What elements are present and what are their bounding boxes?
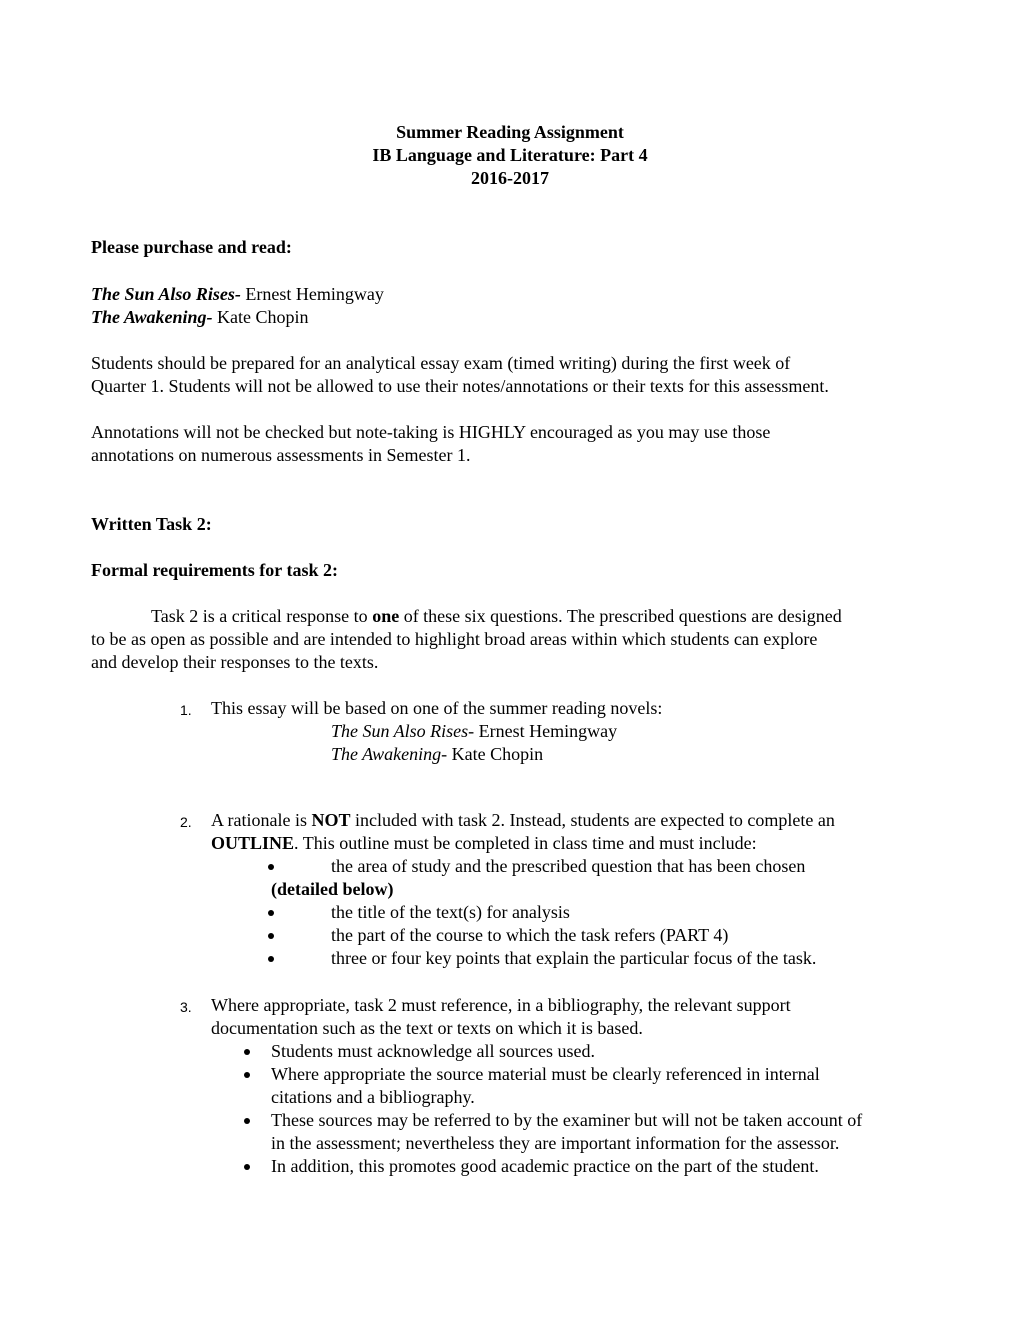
list-number: 2.	[180, 814, 192, 830]
purchase-heading: Please purchase and read:	[91, 237, 292, 257]
bullet-item: the part of the course to which the task refers (PART 4)	[331, 925, 729, 945]
list-item-text	[211, 809, 835, 832]
list-item-text-part: . This outline must be completed in class time and must include:	[294, 833, 757, 853]
bullet-icon	[268, 933, 274, 939]
exam-paragraph-line: Quarter 1. Students will not be allowed to use their notes/annotations or their texts for this assessment.	[91, 376, 829, 396]
task-paragraph-text: of these six questions. The prescribed questions are designed	[399, 606, 842, 626]
document-title: Summer Reading Assignment	[396, 122, 624, 142]
school-year: 2016-2017	[471, 168, 549, 188]
detailed-below-note: (detailed below)	[271, 879, 394, 899]
list-item-text: This essay will be based on one of the summer reading novels:	[211, 698, 663, 718]
task-paragraph-line	[151, 605, 842, 628]
book-title: The Sun Also Rises	[331, 721, 469, 741]
bullet-item: Where appropriate the source material must be clearly referenced in internal	[271, 1064, 820, 1084]
book-author: - Ernest Hemingway	[468, 721, 618, 741]
list-item-text: Where appropriate, task 2 must reference, in a bibliography, the relevant support	[211, 995, 791, 1015]
bullet-item: In addition, this promotes good academic practice on the part of the student.	[271, 1156, 819, 1176]
bullet-icon	[244, 1164, 250, 1170]
task-paragraph-text: Task 2 is a critical response to	[151, 606, 373, 626]
requirements-heading: Formal requirements for task 2:	[91, 560, 338, 580]
course-title: IB Language and Literature: Part 4	[372, 145, 648, 165]
bullet-item: the title of the text(s) for analysis	[331, 902, 570, 922]
bullet-item: Students must acknowledge all sources used.	[271, 1041, 595, 1061]
list-item-text	[211, 832, 757, 855]
bullet-icon	[268, 910, 274, 916]
list-item-text: documentation such as the text or texts on which it is based.	[211, 1018, 643, 1038]
book-line	[91, 306, 309, 329]
list-number: 1.	[180, 702, 192, 718]
list-item-text-part: A rationale is	[211, 810, 312, 830]
book-line	[331, 720, 617, 743]
book-line	[91, 283, 384, 306]
list-number: 3.	[180, 999, 192, 1015]
book-title: The Awakening	[331, 744, 442, 764]
bullet-icon	[244, 1118, 250, 1124]
bullet-item: the area of study and the prescribed question that has been chosen	[331, 856, 806, 876]
exam-paragraph-line: Students should be prepared for an analytical essay exam (timed writing) during the first week of	[91, 353, 791, 373]
bullet-icon	[244, 1049, 250, 1055]
task-paragraph-line: to be as open as possible and are intended to highlight broad areas within which students can explore	[91, 629, 818, 649]
annotation-paragraph-line: Annotations will not be checked but note-taking is HIGHLY encouraged as you may use those	[91, 422, 771, 442]
bullet-item-continuation: citations and a bibliography.	[271, 1087, 475, 1107]
book-author: Kate Chopin	[212, 307, 309, 327]
book-title: The Sun Also Rises-	[91, 284, 241, 304]
bullet-icon	[268, 956, 274, 962]
book-title: The Awakening-	[91, 307, 213, 327]
bullet-item: These sources may be referred to by the examiner but will not be taken account of	[271, 1110, 863, 1130]
book-author: Ernest Hemingway	[240, 284, 384, 304]
bullet-item: three or four key points that explain the particular focus of the task.	[331, 948, 817, 968]
annotation-paragraph-line: annotations on numerous assessments in Semester 1.	[91, 445, 471, 465]
emphasis-outline: OUTLINE	[211, 833, 295, 853]
bullet-item-continuation: in the assessment; nevertheless they are important information for the assessor.	[271, 1133, 840, 1153]
task-paragraph-line: and develop their responses to the texts.	[91, 652, 379, 672]
emphasis-not: NOT	[311, 810, 351, 830]
list-item-text-part: included with task 2. Instead, students are expected to complete an	[350, 810, 835, 830]
emphasis-one: one	[372, 606, 400, 626]
bullet-icon	[244, 1072, 250, 1078]
written-task-heading: Written Task 2:	[91, 514, 212, 534]
bullet-icon	[268, 864, 274, 870]
book-author: - Kate Chopin	[441, 744, 544, 764]
book-line	[331, 743, 543, 766]
